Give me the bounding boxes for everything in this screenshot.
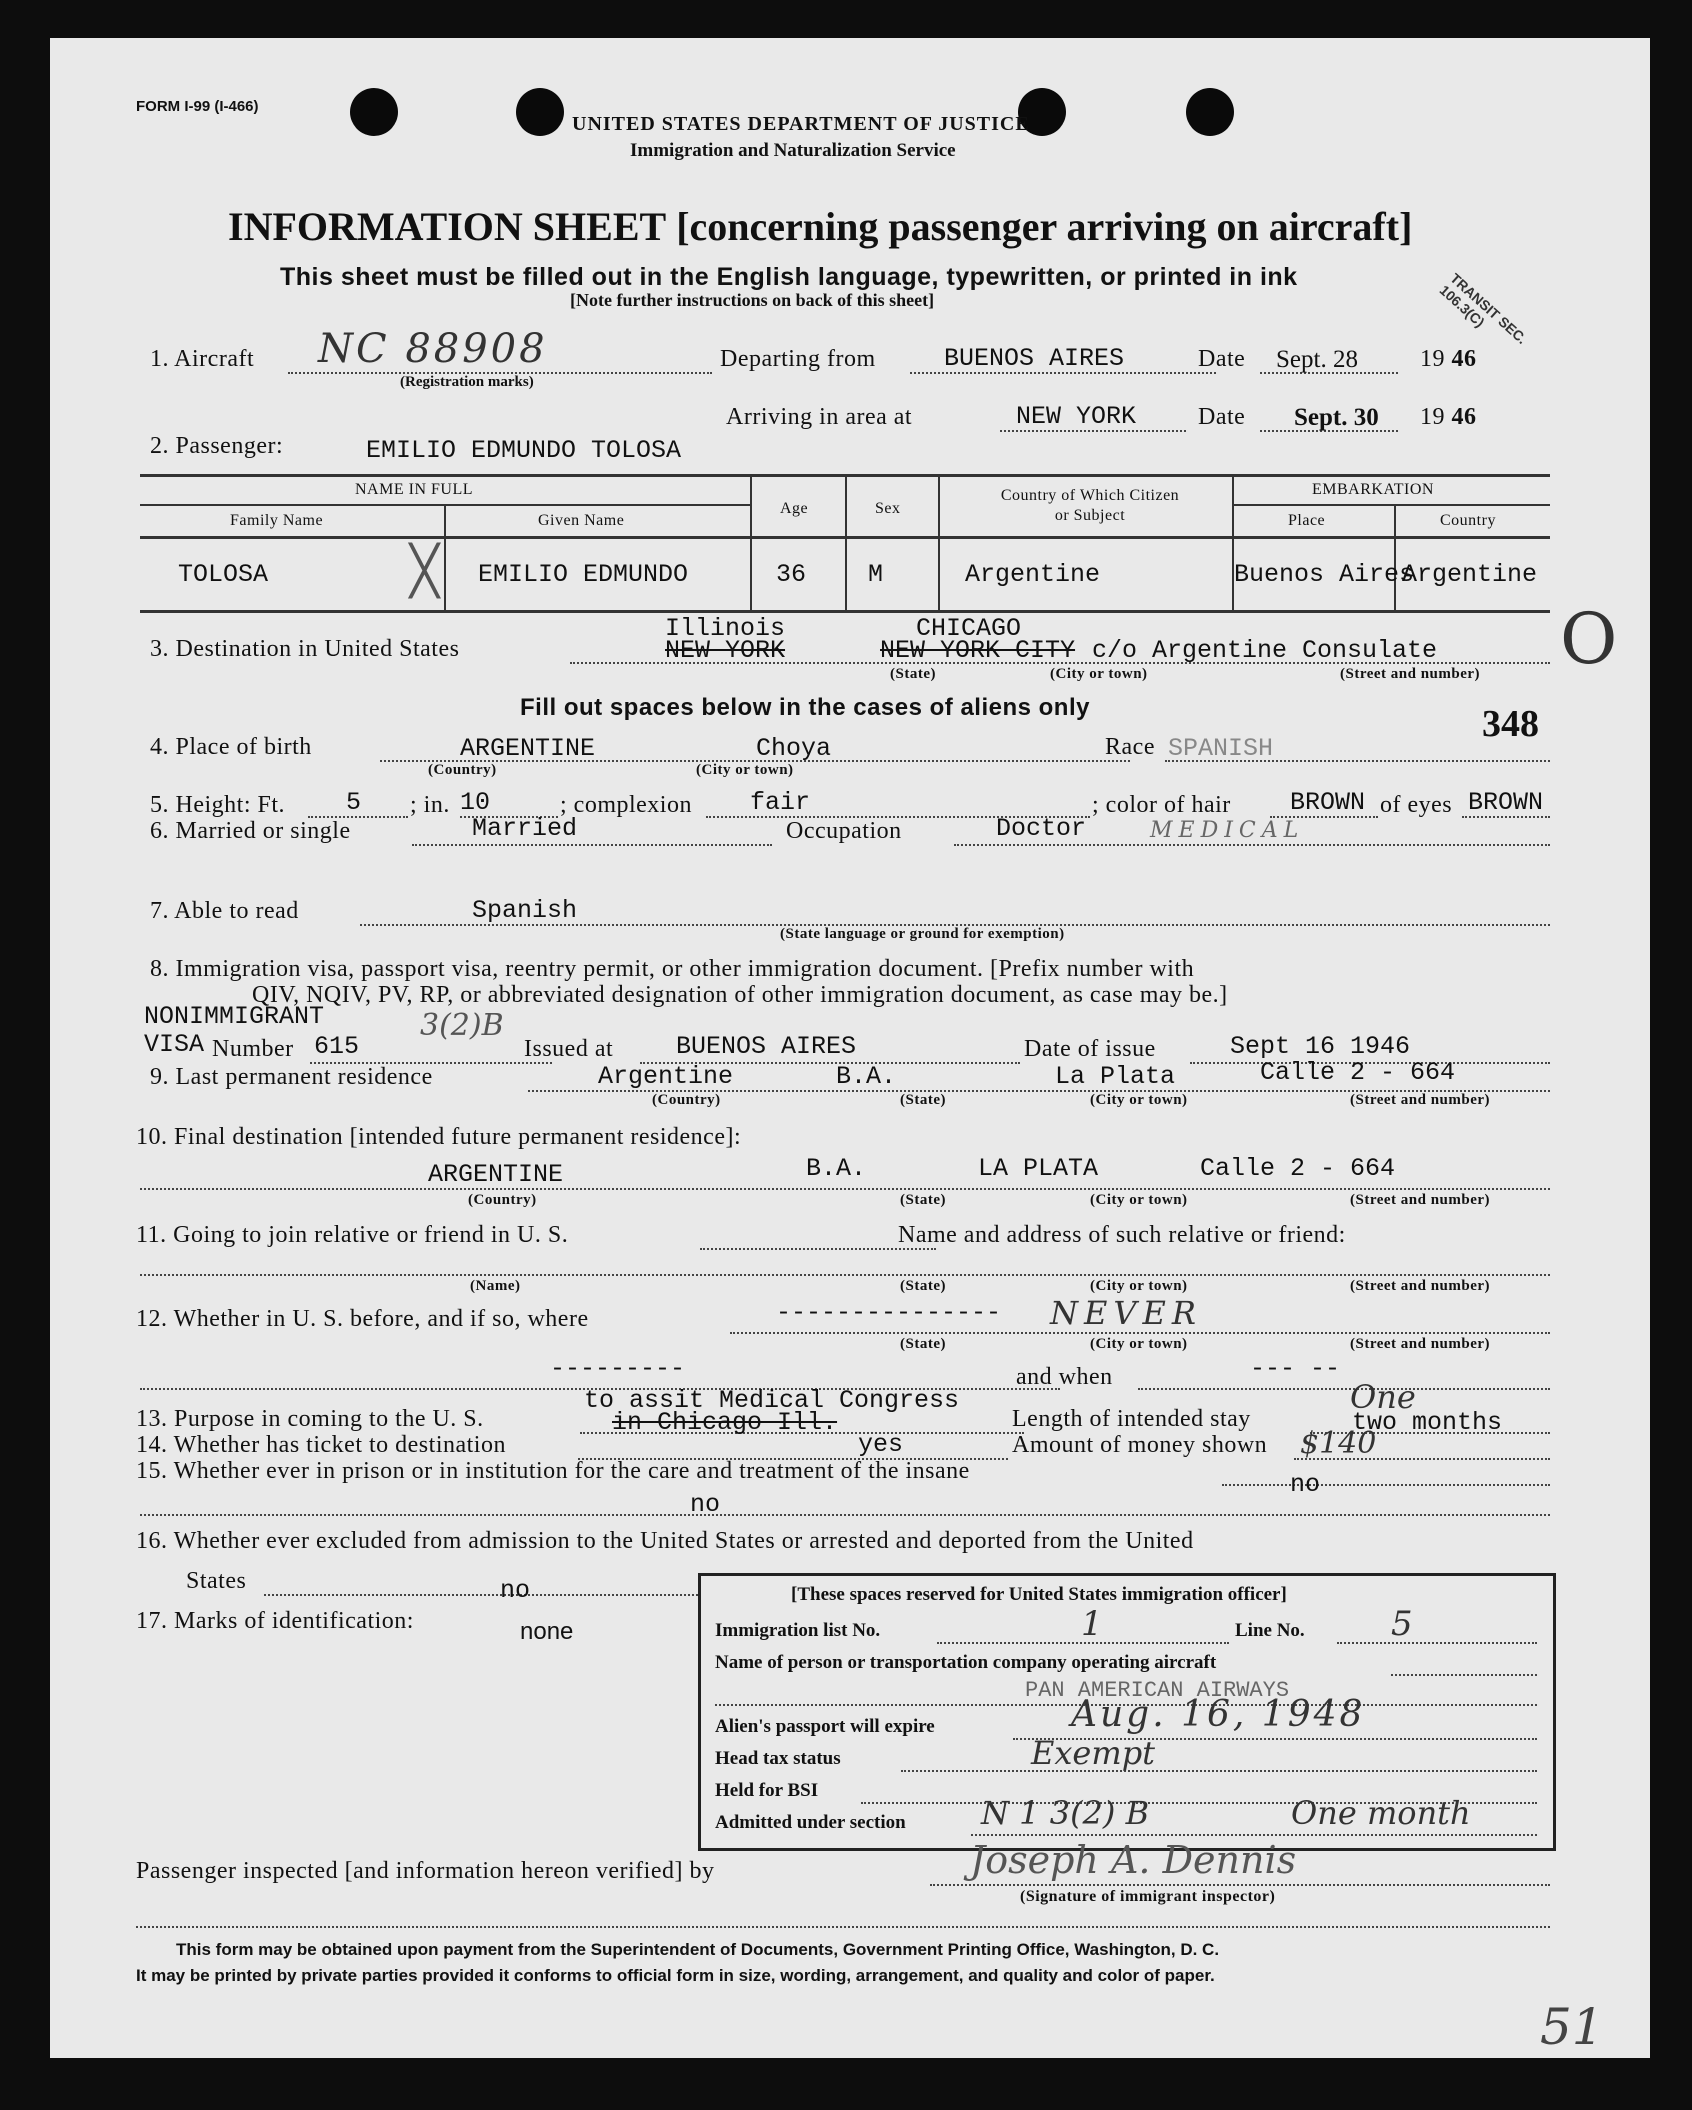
departure-year-value: 46 [1451, 346, 1477, 372]
caption-country: (Country) [468, 1192, 537, 1208]
destination-city-original: NEW YORK CITY [880, 636, 1076, 665]
page-number: 348 [1482, 703, 1539, 745]
caption-state: (State) [900, 1336, 946, 1352]
caption-street: (Street and number) [1350, 1192, 1491, 1208]
race-value: SPANISH [1168, 734, 1274, 763]
footer-line1: This form may be obtained upon payment from the Superintendent of Documents, Government Printing Office, Washington, D. C. [176, 1940, 1220, 1959]
punch-hole [350, 88, 398, 136]
money-label: Amount of money shown [1012, 1432, 1268, 1458]
purpose-label: 13. Purpose in coming to the U. S. [136, 1406, 484, 1432]
form-title [228, 203, 1412, 250]
final-destination-street: Calle 2 - 664 [1200, 1154, 1396, 1183]
read-label: 7. Able to read [150, 898, 299, 924]
destination-street-caption: (Street and number) [1340, 666, 1481, 682]
birthplace-country: ARGENTINE [460, 734, 596, 763]
line-no-value: 5 [1391, 1604, 1413, 1644]
arrival-year [1420, 404, 1477, 431]
arriving-value: NEW YORK [1016, 402, 1137, 431]
arrival-date: Sept. 30 [1294, 404, 1379, 431]
age-value: 36 [776, 560, 807, 589]
complexion-label: ; complexion [560, 792, 692, 818]
form-title-main: INFORMATION SHEET [228, 204, 667, 249]
caption-street: (Street and number) [1350, 1336, 1491, 1352]
form-title-sub: [concerning passenger arriving on aircraft] [676, 204, 1413, 249]
passport-expire-value: Aug. 16, 1948 [1071, 1694, 1366, 1735]
last-residence-city: La Plata [1055, 1062, 1176, 1091]
country-citizen-header [950, 486, 1230, 526]
caption-city: (City or town) [1090, 1278, 1188, 1294]
caption-city: (City or town) [1090, 1336, 1188, 1352]
occupation-note: MEDICAL [1150, 818, 1305, 843]
officer-box-title: [These spaces reserved for United States immigration officer] [791, 1584, 1287, 1605]
given-name-header: Given Name [538, 512, 625, 529]
instruction-note: [Note further instructions on back of this sheet] [570, 290, 935, 310]
form-number: FORM I-99 (I-466) [136, 98, 259, 115]
age-header: Age [780, 500, 809, 517]
issued-at-label: Issued at [524, 1036, 614, 1062]
ticket-value: yes [858, 1430, 904, 1459]
final-destination-label: 10. Final destination [intended future permanent residence]: [136, 1124, 742, 1150]
arrival-date-label: Date [1198, 404, 1246, 430]
destination-city-caption: (City or town) [1050, 666, 1148, 682]
officer-box [698, 1573, 1556, 1851]
corner-mark: 51 [1540, 1998, 1604, 2056]
ticket-label: 14. Whether has ticket to destination [136, 1432, 506, 1458]
caption-street: (Street and number) [1350, 1278, 1491, 1294]
marks-label: 17. Marks of identification: [136, 1608, 414, 1634]
admitted-period-value: One month [1291, 1794, 1471, 1832]
signature-caption: (Signature of immigrant inspector) [1020, 1888, 1276, 1905]
destination-city-correction: CHICAGO [916, 614, 1022, 643]
x-mark: ╳ [410, 543, 439, 599]
previous-visit-dashes-2: --------- [550, 1354, 686, 1383]
final-destination-country: ARGENTINE [428, 1160, 564, 1189]
head-tax-label: Head tax status [715, 1748, 841, 1769]
arrival-year-value: 46 [1451, 404, 1477, 430]
last-residence-state: B.A. [836, 1062, 897, 1091]
complexion-value: fair [750, 788, 811, 817]
transit-stamp: TRANSIT SEC. 106.3(C) [1436, 270, 1531, 347]
caption-name: (Name) [470, 1278, 521, 1294]
and-when-value: --- -- [1250, 1354, 1341, 1383]
height-inches: 10 [460, 788, 491, 817]
caption-city: (City or town) [1090, 1192, 1188, 1208]
issue-date-label: Date of issue [1024, 1036, 1156, 1062]
caption-state: (State) [900, 1278, 946, 1294]
destination-street: c/o Argentine Consulate [1092, 636, 1438, 665]
country-citizen-header-line2: or Subject [1054, 507, 1126, 524]
eyes-label: of eyes [1380, 792, 1453, 818]
given-name-value: EMILIO EDMUNDO [478, 560, 689, 589]
instruction-line: This sheet must be filled out in the English language, typewritten, or printed in ink [280, 263, 1298, 291]
circle-mark: O [1560, 598, 1618, 680]
marital-value: Married [472, 814, 578, 843]
company-value: PAN AMERICAN AIRWAYS [1025, 1678, 1290, 1703]
department-name: UNITED STATES DEPARTMENT OF JUSTICE [572, 113, 1030, 135]
footer-line2: It may be printed by private parties provided it conforms to official form in size, wording, arrangement, and quality and color of paper. [136, 1966, 1215, 1985]
height-label: 5. Height: Ft. [150, 792, 286, 818]
stay-value: two months [1352, 1408, 1503, 1437]
head-tax-value: Exempt [1031, 1734, 1156, 1772]
hair-label: ; color of hair [1092, 792, 1231, 818]
birthplace-country-caption: (Country) [428, 762, 497, 778]
issue-date-value: Sept 16 1946 [1230, 1032, 1411, 1061]
caption-country: (Country) [652, 1092, 721, 1108]
passport-expire-label: Alien's passport will expire [715, 1716, 935, 1737]
passenger-name: EMILIO EDMUNDO TOLOSA [366, 436, 682, 465]
embarkation-place-value: Buenos Aires [1234, 560, 1415, 589]
destination-state-original: NEW YORK [665, 636, 786, 665]
excluded-value: no [500, 1576, 531, 1605]
hair-value: BROWN [1290, 788, 1366, 817]
read-caption: (State language or ground for exemption) [780, 926, 1065, 942]
join-relative-label: 11. Going to join relative or friend in U. S. [136, 1222, 569, 1248]
final-destination-city: LA PLATA [978, 1154, 1099, 1183]
company-label: Name of person or transportation company operating aircraft [715, 1652, 1217, 1673]
embarkation-header: EMBARKATION [1312, 481, 1434, 498]
visa-number: 615 [314, 1032, 360, 1061]
destination-state-correction: Illinois [665, 614, 786, 643]
aliens-only-heading: Fill out spaces below in the cases of aliens only [520, 694, 1090, 721]
stay-label: Length of intended stay [1012, 1406, 1251, 1432]
bsi-label: Held for BSI [715, 1780, 819, 1801]
document-instruction-line2: QIV, NQIV, PV, RP, or abbreviated designation of other immigration document, as case may be.] [252, 982, 1228, 1008]
list-no-value: 1 [1081, 1604, 1103, 1644]
service-name: Immigration and Naturalization Service [630, 140, 956, 161]
embarkation-country-value: Argentine [1402, 560, 1538, 589]
stay-correction: One [1350, 1378, 1416, 1416]
embarkation-country-header: Country [1440, 512, 1496, 529]
nonimmigrant-label: NONIMMIGRANT [144, 1002, 325, 1031]
citizen-value: Argentine [965, 560, 1101, 589]
previous-visit-label: 12. Whether in U. S. before, and if so, where [136, 1306, 589, 1332]
final-destination-state: B.A. [806, 1154, 867, 1183]
caption-state: (State) [900, 1092, 946, 1108]
purpose-line2: in Chicago Ill. [612, 1408, 838, 1437]
visa-label: VISA [144, 1030, 205, 1059]
line-no-label: Line No. [1235, 1620, 1305, 1641]
passenger-label: 2. Passenger: [150, 433, 284, 459]
punch-hole [516, 88, 564, 136]
birthplace-city: Choya [756, 734, 832, 763]
punch-hole [1186, 88, 1234, 136]
excluded-label-2: States [186, 1568, 247, 1594]
last-residence-country: Argentine [598, 1062, 734, 1091]
departure-year [1420, 346, 1477, 373]
relative-name-label: Name and address of such relative or friend: [898, 1222, 1346, 1248]
sex-header: Sex [875, 500, 901, 517]
birthplace-city-caption: (City or town) [696, 762, 794, 778]
occupation-label: Occupation [786, 818, 902, 844]
embarkation-place-header: Place [1288, 512, 1326, 529]
destination-state-caption: (State) [890, 666, 936, 682]
race-label: Race [1105, 734, 1155, 760]
inspector-signature: Joseph A. Dennis [970, 1838, 1297, 1882]
insane-label: 15. Whether ever in prison or in institution for the care and treatment of the insane [136, 1458, 970, 1484]
aircraft-label: 1. Aircraft [150, 346, 255, 372]
marital-label: 6. Married or single [150, 818, 351, 844]
departure-date-label: Date [1198, 346, 1246, 372]
inches-label: ; in. [410, 792, 450, 818]
excluded-label: 16. Whether ever excluded from admission to the United States or arrested and deported from the United [136, 1528, 1194, 1554]
marks-value: none [520, 1618, 574, 1645]
eyes-value: BROWN [1468, 788, 1544, 817]
insane-value-a: no [1290, 1470, 1321, 1499]
year-prefix: 19 [1420, 346, 1445, 372]
admitted-section-value: N 1 3(2) B [981, 1794, 1150, 1832]
destination-label: 3. Destination in United States [150, 636, 460, 662]
money-value: $140 [1300, 1426, 1377, 1461]
list-no-label: Immigration list No. [715, 1620, 881, 1641]
departing-value: BUENOS AIRES [944, 344, 1125, 373]
admitted-label: Admitted under section [715, 1812, 906, 1833]
departure-date: Sept. 28 [1276, 346, 1358, 373]
purpose-line1: to assit Medical Congress [584, 1386, 960, 1415]
last-residence-label: 9. Last permanent residence [150, 1064, 433, 1090]
caption-state: (State) [900, 1192, 946, 1208]
document-instruction-line1: 8. Immigration visa, passport visa, reentry permit, or other immigration document. [Prefix number with [150, 956, 1195, 982]
last-residence-street: Calle 2 - 664 [1260, 1058, 1456, 1087]
inspection-label: Passenger inspected [and information hereon verified] by [136, 1858, 715, 1884]
and-when-label: and when [1016, 1364, 1113, 1390]
visa-class-note: 3(2)B [420, 1008, 504, 1043]
read-value: Spanish [472, 896, 578, 925]
family-name-value: TOLOSA [178, 560, 269, 589]
height-feet: 5 [346, 788, 362, 817]
caption-street: (Street and number) [1350, 1092, 1491, 1108]
country-citizen-header-line1: Country of Which Citizen [1000, 487, 1180, 504]
previous-visit-dashes: --------------- [776, 1298, 1002, 1327]
birthplace-label: 4. Place of birth [150, 734, 312, 760]
aircraft-registration: NC 88908 [318, 326, 548, 372]
name-in-full-header: NAME IN FULL [355, 481, 473, 498]
sex-value: M [868, 560, 884, 589]
visa-number-label: Number [212, 1036, 294, 1062]
registration-caption: (Registration marks) [400, 374, 534, 390]
year-prefix: 19 [1420, 404, 1445, 430]
caption-city: (City or town) [1090, 1092, 1188, 1108]
information-sheet [50, 38, 1650, 2058]
family-name-header: Family Name [230, 512, 324, 529]
occupation-value: Doctor [996, 814, 1087, 843]
previous-visit-value: NEVER [1050, 1294, 1202, 1332]
arriving-label: Arriving in area at [726, 404, 913, 430]
issued-at-value: BUENOS AIRES [676, 1032, 857, 1061]
departing-label: Departing from [720, 346, 876, 372]
insane-value-b: no [690, 1490, 721, 1519]
